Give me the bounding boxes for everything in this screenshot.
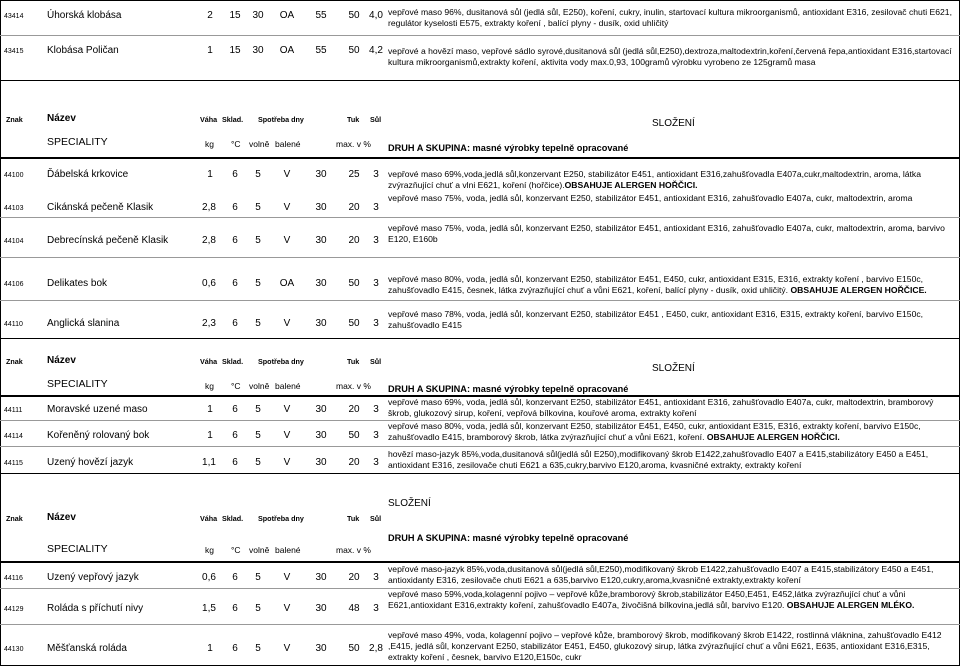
max-percent-label: max. v %	[336, 545, 371, 555]
packed-label: balené	[275, 139, 301, 149]
col-slozeni-header: SLOŽENÍ	[652, 118, 695, 129]
salt-value: 48	[348, 603, 360, 614]
packed-days-value: V	[283, 457, 291, 468]
col-znak-header: Znak	[6, 514, 23, 523]
product-name: Delikates bok	[47, 278, 108, 289]
fat-value: 30	[315, 404, 327, 415]
product-name: Kořeněný rolovaný bok	[47, 430, 150, 441]
product-code: 44116	[4, 575, 23, 582]
col-vaha-header: Váha	[200, 115, 218, 124]
salt-value: 20	[348, 457, 360, 468]
loose-days-value: 5	[255, 430, 261, 441]
fat-value: 30	[315, 572, 327, 583]
unit-celsius: °C	[231, 381, 241, 391]
max-value: 3	[373, 572, 379, 583]
composition-text: vepřové maso-jazyk 85%,voda,dusitanová sůl(jedlá sůl,E250),modifikovaný škrob E1422,zahušťovadlo E407 a E415,stabilizátory E450 a E451, antioxidanty E316, zesilovače chuti E621 a 635,barvivo E120,cukry,aroma,kvasničné extrakty,extrakty koření	[388, 564, 934, 585]
salt-value: 25	[348, 169, 360, 180]
fat-value: 30	[315, 430, 327, 441]
max-value: 3	[373, 603, 379, 614]
row-divider	[0, 665, 960, 666]
loose-days-value: 5	[255, 169, 261, 180]
loose-label: volně	[249, 545, 270, 555]
col-sul-header: Sůl	[370, 115, 382, 124]
packed-days-value: V	[283, 430, 291, 441]
packed-days-value: V	[283, 202, 291, 213]
product-name: Ďábelská krkovice	[47, 169, 129, 180]
product-code: 44100	[4, 172, 24, 179]
salt-value: 50	[348, 430, 360, 441]
composition-body: vepřové maso 69%,voda,jedlá sůl,konzervant E250, stabilizátor E451, antioxidant E316,zahušťovadla E407a,cukr,maltodextrin, aroma, látka zvýrazňující chuť a vlni E621, koření (hořčice).	[388, 169, 922, 190]
storage-value: 6	[232, 202, 238, 213]
product-code: 44115	[4, 460, 23, 467]
fat-value: 55	[315, 10, 327, 21]
salt-value: 20	[348, 202, 360, 213]
storage-value: 6	[232, 169, 238, 180]
storage-value: 15	[229, 10, 241, 21]
packed-label: balené	[275, 545, 301, 555]
col-znak-header: Znak	[6, 115, 23, 124]
product-code: 43415	[4, 48, 24, 55]
row-divider	[0, 217, 960, 218]
allergen-warning: OBSAHUJE ALERGEN MLÉKO.	[786, 600, 915, 610]
loose-days-value: 5	[255, 457, 261, 468]
composition-text: vepřové maso 78%, voda, jedlá sůl, konzervant E250, stabilizátor E451 , E450, cukr, antioxidant E316, E315, extrakty koření, barvivo E150c, zahušťovadlo E415	[388, 309, 924, 330]
col-tuk-header: Tuk	[347, 357, 360, 366]
max-value: 3	[373, 430, 379, 441]
product-code: 44104	[4, 238, 24, 245]
col-spotreba-header: Spotřeba dny	[258, 514, 304, 523]
product-code: 43414	[4, 13, 24, 20]
product-code: 44130	[4, 646, 24, 653]
storage-value: 6	[232, 603, 238, 614]
product-code: 44114	[4, 433, 23, 440]
col-tuk-header: Tuk	[347, 115, 360, 124]
col-sul-header: Sůl	[370, 514, 382, 523]
loose-days-value: 5	[255, 202, 261, 213]
fat-value: 55	[315, 45, 327, 56]
col-spotreba-header: Spotřeba dny	[258, 115, 304, 124]
weight-value: 1	[207, 45, 213, 56]
salt-value: 20	[348, 235, 360, 246]
composition-text: vepřové maso 75%, voda, jedlá sůl, konzervant E250, stabilizátor E451, antioxidant E316, zahušťovadlo E407a, cukr, maltodextrin, aroma	[388, 193, 913, 203]
max-percent-label: max. v %	[336, 381, 371, 391]
loose-days-value: 30	[252, 45, 264, 56]
row-divider	[0, 300, 960, 301]
row-divider	[0, 80, 960, 81]
section-divider	[0, 561, 960, 563]
loose-days-value: 5	[255, 235, 261, 246]
product-code: 44111	[4, 407, 23, 414]
fat-value: 30	[315, 202, 327, 213]
storage-value: 6	[232, 278, 238, 289]
storage-value: 15	[229, 45, 241, 56]
loose-days-value: 5	[255, 318, 261, 329]
packed-days-value: OA	[279, 10, 295, 21]
allergen-warning: OBSAHUJE ALERGEN HOŘČICE.	[790, 285, 927, 295]
row-divider	[0, 0, 960, 1]
composition-text: vepřové maso 69%, voda, jedlá sůl, konzervant E250, stabilizátor E451, antioxidant E316, zahušťovadlo E407a, cukr, maltodextrin, bramborový škrob, glukozový sirup, koření, vepřová bílkovina, kouřové aroma, extrakty koření	[388, 397, 934, 418]
product-name: Klobása Poličan	[47, 45, 119, 56]
group-label: DRUH A SKUPINA: masné výrobky tepelně opracované	[388, 384, 629, 394]
specialty-label: SPECIALITY	[47, 136, 108, 148]
weight-value: 1	[207, 430, 213, 441]
weight-value: 0,6	[202, 572, 216, 583]
specialty-label: SPECIALITY	[47, 378, 108, 390]
max-value: 4,0	[369, 10, 383, 21]
storage-value: 6	[232, 430, 238, 441]
row-divider	[0, 446, 960, 447]
storage-value: 6	[232, 318, 238, 329]
unit-kg: kg	[205, 381, 214, 391]
composition-text: vepřové maso 96%, dusitanová sůl (jedlá sůl, E250), koření, cukry, inulin, startovací kultura mikroorganismů, antioxidant E316, zesilovač chuti E621, regulátor kyselosti E575, extrakty koření , balící plyny - dusík, oxid uhličitý	[388, 7, 952, 28]
col-sklad-header: Sklad.	[222, 115, 244, 124]
specialty-label: SPECIALITY	[47, 543, 108, 555]
composition-text: hovězí maso-jazyk 85%,voda,dusitanová sůl(jedlá sůl E250),modifikovaný škrob E1422,zahušťovadlo E407 a E415,stabilizátory E450 a E451, antioxidant E316, zesilovače chuti E621 a 635,cukry,barvivo E120,aroma, kvasničné extrakty, extrakty koření	[388, 449, 929, 470]
col-nazev-header: Název	[47, 512, 76, 523]
weight-value: 1,1	[202, 457, 216, 468]
col-sklad-header: Sklad.	[222, 357, 244, 366]
packed-days-value: V	[283, 643, 291, 654]
loose-days-value: 5	[255, 278, 261, 289]
fat-value: 30	[315, 603, 327, 614]
weight-value: 2,8	[202, 202, 216, 213]
storage-value: 6	[232, 643, 238, 654]
composition-text: vepřové maso 49%, voda, kolagenní pojivo – vepřové kůže, bramborový škrob, modifikovaný škrob E1422, rostlinná vláknina, zahušťovadlo E412 ,E415, jedlá sůl, konzervant E250, stabilizátor E451, E450, glukozový sirup, látka zvýrazňující chuť a vůni E621, E635, antioxidant E316,E315, extrakty koření , česnek, barvivo E120,E150c, cukr	[388, 630, 942, 662]
col-spotreba-header: Spotřeba dny	[258, 357, 304, 366]
col-slozeni-header: SLOŽENÍ	[652, 363, 695, 374]
loose-label: volně	[249, 381, 270, 391]
product-name: Uzený hovězí jazyk	[47, 457, 134, 468]
salt-value: 50	[348, 278, 360, 289]
weight-value: 1	[207, 404, 213, 415]
product-name: Anglická slanina	[47, 318, 120, 329]
row-divider	[0, 35, 960, 36]
product-code: 44129	[4, 606, 24, 613]
composition-text: vepřové maso 75%, voda, jedlá sůl, konzervant E250, stabilizátor E451, antioxidant E316, zahušťovadlo E407a, cukr, maltodextrin, aroma, barvivo E120, E160b	[388, 223, 945, 244]
storage-value: 6	[232, 457, 238, 468]
max-value: 3	[373, 235, 379, 246]
unit-kg: kg	[205, 139, 214, 149]
weight-value: 0,6	[202, 278, 216, 289]
weight-value: 2	[207, 10, 213, 21]
storage-value: 6	[232, 235, 238, 246]
product-code: 44103	[4, 205, 24, 212]
composition-text: vepřové a hovězí maso, vepřové sádlo syrové,dusitanová sůl (jedlá sůl,E250),dextroza,maltodextrin,koření,červená řepa,antioxidant E316,startovací kultura mikroorganismů,extrakty koření, aktivita vody max.0,93, 100gramů výrobku vyrobeno ze 125gramů masa	[388, 46, 952, 67]
weight-value: 2,8	[202, 235, 216, 246]
col-sklad-header: Sklad.	[222, 514, 244, 523]
fat-value: 30	[315, 643, 327, 654]
storage-value: 6	[232, 572, 238, 583]
section-divider	[0, 157, 960, 159]
col-znak-header: Znak	[6, 357, 23, 366]
col-nazev-header: Název	[47, 113, 76, 124]
unit-kg: kg	[205, 545, 214, 555]
max-value: 3	[373, 318, 379, 329]
product-name: Moravské uzené maso	[47, 404, 148, 415]
loose-days-value: 30	[252, 10, 264, 21]
max-value: 3	[373, 457, 379, 468]
packed-label: balené	[275, 381, 301, 391]
row-divider	[0, 257, 960, 258]
composition-body: vepřové maso 80%, voda, jedlá sůl, konzervant E250, stabilizátor E451, E450, cukr, antioxidant E315, E316, extrakty koření, barvivo E150c, zahušťovadlo E415, bramborový škrob, látka zvýrazňující chuť a vůni E621, koření.	[388, 421, 921, 442]
loose-label: volně	[249, 139, 270, 149]
fat-value: 30	[315, 235, 327, 246]
product-name: Úhorská klobása	[47, 10, 122, 21]
weight-value: 1,5	[202, 603, 216, 614]
max-value: 3	[373, 202, 379, 213]
product-name: Měšťanská roláda	[47, 643, 127, 654]
max-value: 3	[373, 404, 379, 415]
max-value: 3	[373, 278, 379, 289]
salt-value: 50	[348, 45, 360, 56]
fat-value: 30	[315, 169, 327, 180]
max-value: 2,8	[369, 643, 383, 654]
composition-text	[388, 421, 954, 443]
col-tuk-header: Tuk	[347, 514, 360, 523]
unit-celsius: °C	[231, 545, 241, 555]
col-nazev-header: Název	[47, 355, 76, 366]
fat-value: 30	[315, 457, 327, 468]
loose-days-value: 5	[255, 643, 261, 654]
product-name: Uzený vepřový jazyk	[47, 572, 139, 583]
max-value: 4,2	[369, 45, 383, 56]
group-label: DRUH A SKUPINA: masné výrobky tepelně opracované	[388, 143, 629, 153]
salt-value: 20	[348, 572, 360, 583]
product-name: Cikánská pečeně Klasik	[47, 202, 154, 213]
salt-value: 50	[348, 10, 360, 21]
storage-value: 6	[232, 404, 238, 415]
row-divider	[0, 624, 960, 625]
fat-value: 30	[315, 278, 327, 289]
product-name: Debrecínská pečeně Klasik	[47, 235, 169, 246]
allergen-warning: OBSAHUJE ALERGEN HOŘČICI.	[706, 432, 840, 442]
composition-body: vepřové maso 80%, voda, jedlá sůl, konzervant E250, stabilizátor E451, E450, cukr, antioxidant E315, E316, extrakty koření , barvivo E150c, zahušťovadlo E415, česnek, látka zvýrazňující chuť a vůni E621, koření, balící plyny - dusík, oxid uhličitý.	[388, 274, 924, 295]
section-divider	[0, 473, 960, 474]
weight-value: 2,3	[202, 318, 216, 329]
max-percent-label: max. v %	[336, 139, 371, 149]
col-slozeni-header: SLOŽENÍ	[388, 498, 431, 509]
salt-value: 20	[348, 404, 360, 415]
composition-text	[388, 589, 954, 611]
packed-days-value: OA	[279, 278, 295, 289]
salt-value: 50	[348, 318, 360, 329]
allergen-warning: OBSAHUJE ALERGEN HOŘČICI.	[564, 180, 698, 190]
packed-days-value: V	[283, 318, 291, 329]
composition-text	[388, 274, 954, 296]
packed-days-value: V	[283, 572, 291, 583]
col-sul-header: Sůl	[370, 357, 382, 366]
product-code: 44106	[4, 281, 24, 288]
loose-days-value: 5	[255, 572, 261, 583]
weight-value: 1	[207, 169, 213, 180]
composition-text	[388, 169, 954, 191]
max-value: 3	[373, 169, 379, 180]
packed-days-value: V	[283, 169, 291, 180]
packed-days-value: OA	[279, 45, 295, 56]
salt-value: 50	[348, 643, 360, 654]
loose-days-value: 5	[255, 603, 261, 614]
section-divider	[0, 338, 960, 339]
weight-value: 1	[207, 643, 213, 654]
composition-body: vepřové maso 59%,voda,kolagenní pojivo – vepřové kůže,bramborový škrob,stabilizátor E450,E451, E452,látka zvýrazňující chuť a vůni E621,antioxidant E316,extrakty koření, zahušťovadlo E407a, živočišná bílkovina,jedlá sůl, barvivo E120.	[388, 589, 906, 610]
col-vaha-header: Váha	[200, 357, 218, 366]
packed-days-value: V	[283, 235, 291, 246]
product-name: Roláda s příchutí nivy	[47, 603, 144, 614]
col-vaha-header: Váha	[200, 514, 218, 523]
loose-days-value: 5	[255, 404, 261, 415]
packed-days-value: V	[283, 603, 291, 614]
fat-value: 30	[315, 318, 327, 329]
packed-days-value: V	[283, 404, 291, 415]
unit-celsius: °C	[231, 139, 241, 149]
group-label: DRUH A SKUPINA: masné výrobky tepelně opracované	[388, 533, 629, 543]
product-code: 44110	[4, 321, 23, 328]
